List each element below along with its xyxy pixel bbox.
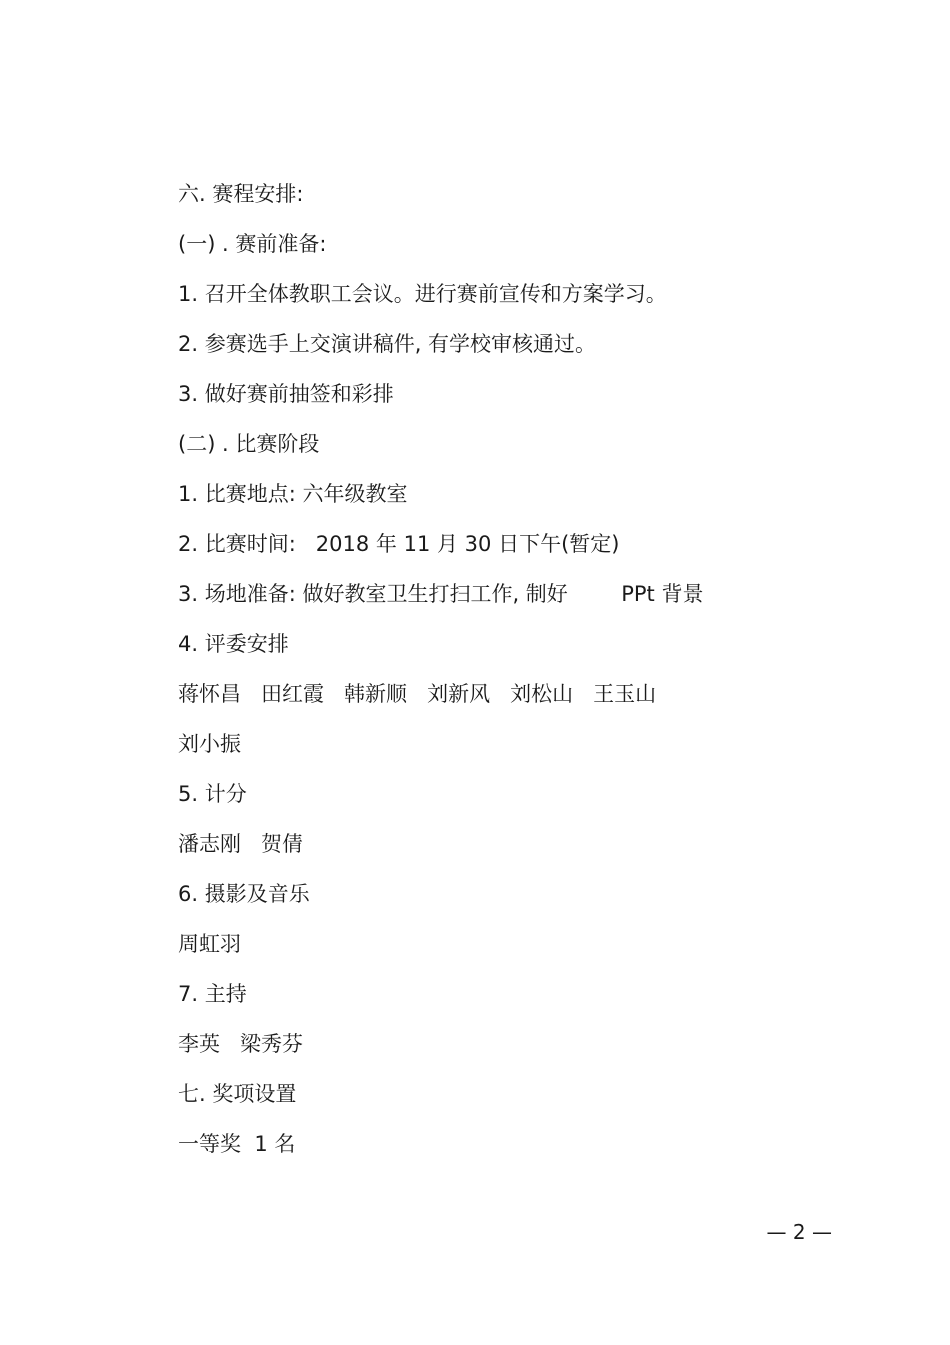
photographer-name: 周虹羽 bbox=[178, 932, 241, 956]
section-heading-schedule: 六. 赛程安排: bbox=[178, 182, 304, 206]
document-body bbox=[178, 176, 878, 1176]
judges-names: 蒋怀昌 田红霞 韩新顺 刘新风 刘松山 王玉山 bbox=[178, 682, 657, 706]
text-line: 1. 比赛地点: 六年级教室 bbox=[178, 482, 408, 506]
text-line: 6. 摄影及音乐 bbox=[178, 882, 310, 906]
text-line: 3. 场地准备: 做好教室卫生打扫工作, 制好 PPt 背景 bbox=[178, 582, 704, 606]
hosts-names: 李英 梁秀芬 bbox=[178, 1032, 304, 1056]
text-line: 2. 比赛时间: 2018 年 11 月 30 日下午(暂定) bbox=[178, 532, 620, 556]
text-line: 5. 计分 bbox=[178, 782, 247, 806]
text-line: 1. 召开全体教职工会议。进行赛前宣传和方案学习。 bbox=[178, 282, 667, 306]
judges-names-continued: 刘小振 bbox=[178, 732, 241, 756]
text-line: 2. 参赛选手上交演讲稿件, 有学校审核通过。 bbox=[178, 332, 597, 356]
subsection-heading-preparation: (一) . 赛前准备: bbox=[178, 232, 327, 256]
scorers-names: 潘志刚 贺倩 bbox=[178, 832, 304, 856]
text-line: 7. 主持 bbox=[178, 982, 247, 1006]
text-line: 4. 评委安排 bbox=[178, 632, 289, 656]
section-heading-awards: 七. 奖项设置 bbox=[178, 1082, 297, 1106]
subsection-heading-competition: (二) . 比赛阶段 bbox=[178, 432, 320, 456]
text-line: 3. 做好赛前抽签和彩排 bbox=[178, 382, 394, 406]
award-first-prize: 一等奖 1 名 bbox=[178, 1132, 296, 1156]
page-number: — 2 — bbox=[766, 1220, 832, 1244]
